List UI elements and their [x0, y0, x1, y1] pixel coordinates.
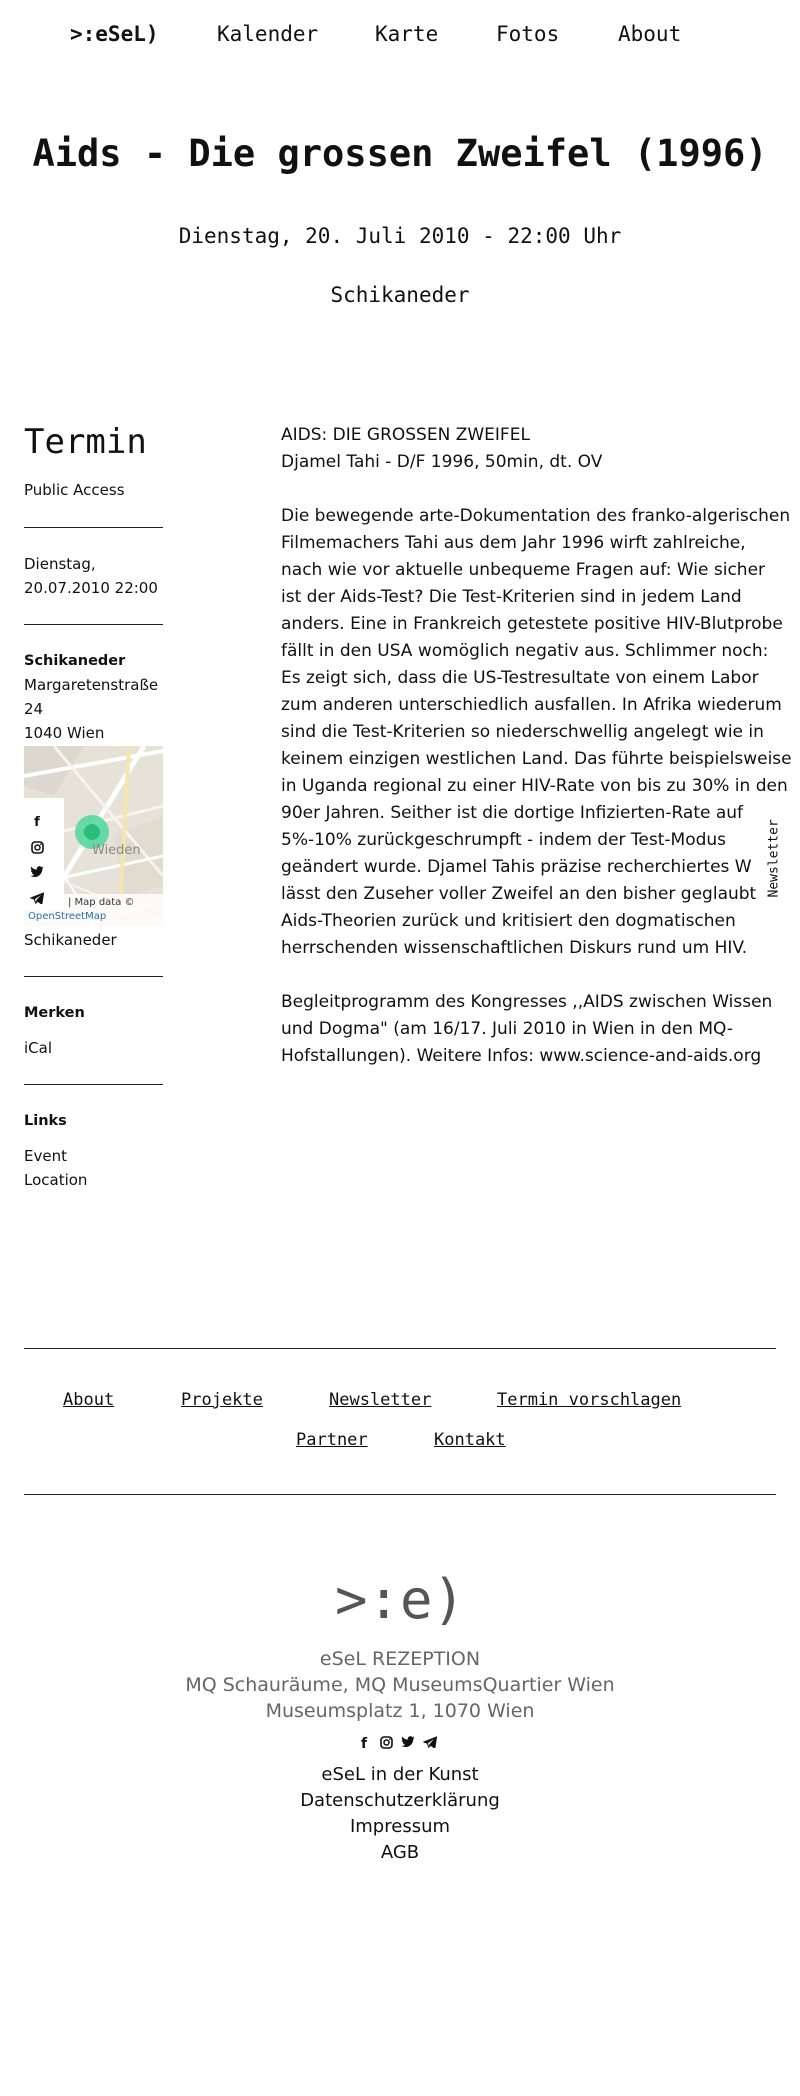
footer-link-agb[interactable]: AGB	[380, 1842, 420, 1863]
description-line: zum anderen unterschiedlich ausfallen. In Afrika wiederum	[281, 695, 782, 715]
footer-address	[0, 1646, 800, 1724]
city-line: 1040 Wien	[24, 724, 105, 742]
event-date-block	[24, 552, 164, 600]
description-intro	[281, 422, 781, 476]
newsletter-tab[interactable]	[760, 819, 782, 900]
description-line: Es zeigt sich, dass die US-Testresultate von einem Labor	[281, 668, 759, 688]
site-logo[interactable]: >:eSeL)	[70, 22, 159, 46]
description-body	[281, 503, 792, 962]
divider	[24, 976, 163, 977]
event-datetime: Dienstag, 20. Juli 2010 - 22:00 Uhr	[178, 224, 622, 248]
nav-item-kalender[interactable]: Kalender	[217, 22, 319, 46]
description-line: ist der Aids-Test? Die Test-Kriterien sind in jedem Land	[281, 587, 742, 607]
osm-link[interactable]: OpenStreetMap	[28, 911, 107, 922]
description-line: keinem einzigen westlichen Land. Das führte beispielsweise	[281, 749, 792, 769]
description-line: Aids-Theorien zurück und kritisiert den dogmatischen	[281, 911, 736, 931]
description-line: Begleitprogramm des Kongresses ,,AIDS zwischen Wissen	[281, 992, 773, 1012]
social-share-bar	[24, 798, 64, 910]
footer-link-about[interactable]: About	[63, 1390, 115, 1410]
street-number: 24	[24, 700, 44, 718]
footer-link-impressum[interactable]: Impressum	[349, 1816, 451, 1837]
footer-link-termin-vorschlagen[interactable]: Termin vorschlagen	[497, 1390, 682, 1410]
description-footer	[281, 989, 781, 1070]
description-line: herrschenden wissenschaftlichen Diskurs rund um HIV.	[281, 938, 748, 958]
footer-legal-links	[0, 1762, 800, 1866]
nav-item-fotos[interactable]: Fotos	[496, 22, 560, 46]
description-line: Filmemachers Tahi aus dem Jahr 1996 wirft zahlreiche,	[281, 533, 746, 553]
footer-divider	[24, 1348, 776, 1349]
description-line: lässt den Zuseher voller Zweifel an den bisher geglaubt	[281, 884, 757, 904]
address-name: eSeL REZEPTION	[319, 1648, 481, 1670]
newsletter-tab-label: Newsletter	[766, 819, 782, 898]
facebook-icon[interactable]: f	[360, 1736, 368, 1752]
footer-link-esel-in-der-kunst[interactable]: eSeL in der Kunst	[321, 1764, 479, 1785]
access-label: Public Access	[24, 481, 125, 499]
map-district-label: Wieden	[92, 843, 141, 858]
divider	[24, 624, 163, 625]
description-line: nach wie vor aktuelle unbequeme Fragen auf: Wie sicher	[281, 560, 766, 580]
footer-link-datenschutz[interactable]: Datenschutzerklärung	[300, 1790, 500, 1811]
instagram-icon[interactable]	[379, 1736, 393, 1752]
instagram-icon[interactable]	[30, 841, 44, 855]
merken-heading: Merken	[24, 1005, 85, 1021]
paragraph-gap	[281, 476, 781, 503]
footer-link-partner[interactable]: Partner	[296, 1430, 368, 1450]
date-value: 20.07.2010 22:00	[24, 579, 158, 597]
twitter-icon[interactable]	[30, 866, 44, 880]
event-link[interactable]: Event	[24, 1147, 67, 1165]
divider	[24, 527, 163, 528]
address-street: Museumsplatz 1, 1070 Wien	[265, 1700, 535, 1722]
street-line: Margaretenstraße	[24, 676, 159, 694]
footer-link-kontakt[interactable]: Kontakt	[434, 1430, 506, 1450]
top-nav	[0, 22, 800, 52]
nav-item-about[interactable]: About	[618, 22, 682, 46]
links-heading: Links	[24, 1113, 67, 1129]
footer-link-projekte[interactable]: Projekte	[181, 1390, 263, 1410]
sidebar-heading: Termin	[24, 422, 147, 462]
map-caption: Schikaneder	[24, 931, 117, 949]
facebook-icon[interactable]: f	[34, 815, 40, 830]
paragraph-gap	[281, 962, 781, 989]
telegram-icon[interactable]	[423, 1736, 437, 1752]
description-line: 5%-10% zurückgeschrumpft - indem der Test-Modus	[281, 830, 727, 850]
divider	[24, 1084, 163, 1085]
date-weekday: Dienstag,	[24, 555, 96, 573]
description-line: Hofstallungen). Weitere Infos: www.science-and-aids.org	[281, 1046, 762, 1066]
footer-logo[interactable]: >:e)	[334, 1568, 466, 1631]
description-line: und Dogma" (am 16/17. Juli 2010 in Wien in den MQ-	[281, 1019, 734, 1039]
description-line: geändert wurde. Djamel Tahis präzise recherchiertes W	[281, 857, 752, 877]
footer-social-icons	[357, 1736, 447, 1754]
nav-item-karte[interactable]: Karte	[375, 22, 439, 46]
description-line: sind die Test-Kriterien so niederschwellig angelegt wie in	[281, 722, 764, 742]
footer-divider	[24, 1494, 776, 1495]
description-line: Djamel Tahi - D/F 1996, 50min, dt. OV	[281, 452, 603, 472]
twitter-icon[interactable]	[401, 1736, 415, 1752]
description-line: 90er Jahren. Seither ist die dortige Infizierten-Rate auf	[281, 803, 744, 823]
footer-link-newsletter[interactable]: Newsletter	[329, 1390, 432, 1410]
description-line: Die bewegende arte-Dokumentation des franko-algerischen	[281, 506, 791, 526]
event-description	[281, 422, 792, 1070]
address-venue: MQ Schauräume, MQ MuseumsQuartier Wien	[185, 1674, 615, 1696]
description-line: anders. Eine in Frankreich getestete positive HIV-Blutprobe	[281, 614, 783, 634]
description-line: fällt in den USA womöglich negativ aus. Schlimmer noch:	[281, 641, 769, 661]
ical-link[interactable]: iCal	[24, 1039, 53, 1057]
page-title: Aids - Die grossen Zweifel (1996)	[32, 132, 768, 175]
location-name: Schikaneder	[24, 653, 126, 669]
description-line: AIDS: DIE GROSSEN ZWEIFEL	[281, 425, 530, 445]
telegram-icon[interactable]	[30, 892, 44, 906]
map-attribution-text: | Map data ©	[68, 897, 135, 908]
location-link[interactable]: Location	[24, 1171, 88, 1189]
description-line: in Uganda regional zu einer HIV-Rate von bis zu 30% in den	[281, 776, 788, 796]
event-venue: Schikaneder	[330, 283, 470, 307]
location-block	[24, 649, 164, 745]
